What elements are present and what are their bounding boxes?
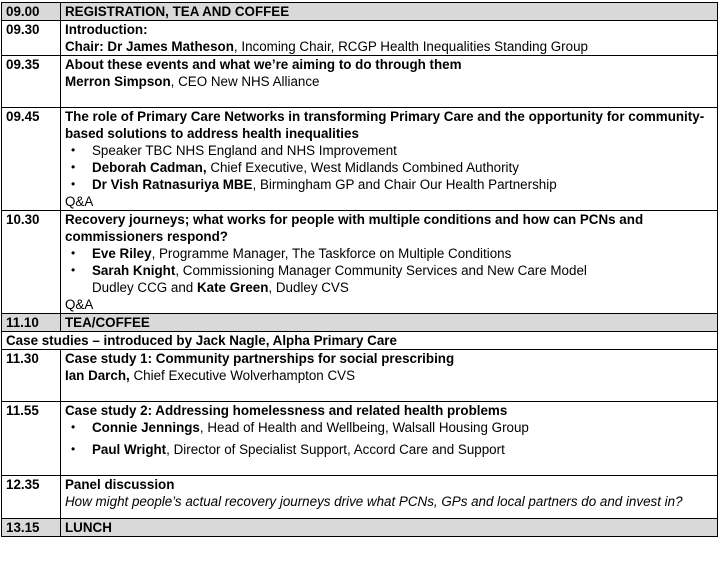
chair-role: , Incoming Chair, RCGP Health Inequalities Standing Group [233,39,588,54]
agenda-row [2,519,718,537]
qa-label: Q&A [65,297,94,312]
bullet-icon: • [71,442,76,456]
section-cell [2,332,718,350]
speaker-role: , Head of Health and Wellbeing, Walsall Housing Group [199,420,529,435]
item-title: Recovery journeys; what works for people with multiple conditions and how can PCNs and commissioners respond? [65,212,644,244]
speaker-name: Dr Vish Ratnasuriya MBE [92,177,253,192]
speaker-role: , Birmingham GP and Chair Our Health Partnership [252,177,557,192]
agenda-row [2,211,718,314]
speaker-name: Deborah Cadman, [92,160,207,175]
speaker-name: Connie Jennings [92,420,200,435]
agenda-row [2,3,718,21]
time-cell: 11.10 [2,314,61,332]
item-title: LUNCH [65,520,112,535]
item-cell [61,108,718,211]
time-cell: 13.15 [2,519,61,537]
item-title: Case study 2: Addressing homelessness and related health problems [65,403,508,418]
chair-name: Chair: Dr James Matheson [65,39,234,54]
time-cell: 11.55 [2,402,61,476]
speaker-line [65,367,713,384]
time-cell: 10.30 [2,211,61,314]
list-item [65,262,713,296]
bullet-icon: • [71,263,76,277]
agenda-row [2,314,718,332]
item-title: REGISTRATION, TEA AND COFFEE [65,4,290,19]
speaker-name: Eve Riley [92,246,152,261]
agenda-row [2,108,718,211]
item-cell [61,402,718,476]
bullet-icon: • [71,420,76,434]
speaker-role: , Commissioning Manager Community Services and New Care Model [175,263,587,278]
list-item [65,159,713,176]
speaker-name: Kate Green [196,280,269,295]
item-title: Case study 1: Community partnerships for social prescribing [65,351,455,366]
speaker-name: Ian Darch, [65,368,130,383]
time-cell: 11.30 [2,350,61,402]
item-cell [61,519,718,537]
item-cell [61,56,718,108]
speaker-name: Sarah Knight [92,263,176,278]
qa-label: Q&A [65,194,94,209]
item-title: Introduction: [65,22,148,37]
speaker-list [65,142,713,193]
agenda-row [2,476,718,519]
list-item [65,419,713,436]
agenda-table [1,2,718,537]
speaker-role: , Programme Manager, The Taskforce on Multiple Conditions [151,246,512,261]
list-item: • Speaker TBC NHS England and NHS Improvement [71,143,397,158]
item-cell [61,21,718,56]
item-cell [61,350,718,402]
bullet-icon: • [71,177,76,191]
list-item [65,245,713,262]
speaker-list [65,419,713,458]
item-title: The role of Primary Care Networks in transforming Primary Care and the opportunity for community-based solutions to address health inequalities [65,109,705,141]
speaker-role: , Dudley CVS [268,280,349,295]
list-item [65,441,713,458]
item-cell [61,211,718,314]
section-title: Case studies – introduced by Jack Nagle, Alpha Primary Care [6,333,397,348]
bullet-icon: • [71,143,76,157]
discussion-question: How might people’s actual recovery journeys drive what PCNs, GPs and local partners do and invest in? [65,494,683,509]
speaker-role: , CEO New NHS Alliance [170,74,320,89]
time-cell: 09.35 [2,56,61,108]
speaker-org: Dudley CCG and [92,280,197,295]
section-row [2,332,718,350]
item-title: TEA/COFFEE [65,315,150,330]
item-title: Panel discussion [65,477,175,492]
item-cell [61,3,718,21]
speaker-list [65,245,713,296]
speaker-name: Paul Wright [92,442,167,457]
speaker-line [65,73,713,90]
speaker-name: Merron Simpson [65,74,171,89]
bullet-icon: • [71,160,76,174]
time-cell: 12.35 [2,476,61,519]
item-title: About these events and what we’re aiming to do through them [65,57,462,72]
agenda-row [2,350,718,402]
speaker-role: , Director of Specialist Support, Accord Care and Support [166,442,505,457]
agenda-row [2,56,718,108]
time-cell: 09.30 [2,21,61,56]
time-cell: 09.00 [2,3,61,21]
speaker-role: Chief Executive Wolverhampton CVS [129,368,356,383]
item-cell [61,314,718,332]
agenda-row [2,21,718,56]
speaker-role: Chief Executive, West Midlands Combined Authority [206,160,519,175]
bullet-icon: • [71,246,76,260]
time-cell: 09.45 [2,108,61,211]
agenda-row [2,402,718,476]
chair-line [65,38,713,55]
list-item [65,176,713,193]
item-cell [61,476,718,519]
